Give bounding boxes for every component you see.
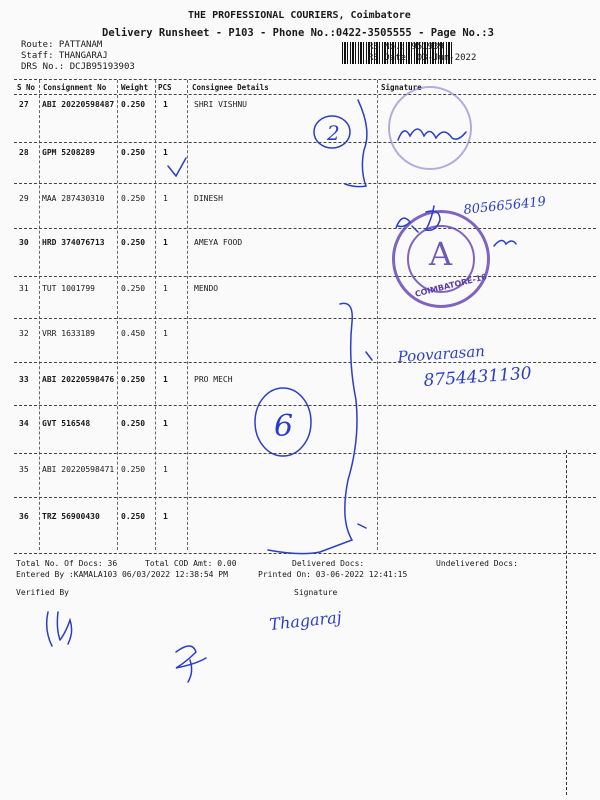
total-docs: Total No. Of Docs: 36 [16, 559, 118, 568]
signature-30 [396, 206, 440, 232]
verified-by: Verified By [16, 588, 69, 597]
bracket-stroke [345, 100, 367, 187]
row-consignee: MENDO [194, 284, 219, 293]
row-consignment: HRD 374076713 [42, 238, 105, 247]
row-weight: 0.250 [121, 238, 146, 247]
row-consignment: ABI 20220598471 [42, 465, 115, 474]
second-scribble [176, 646, 206, 682]
row-weight: 0.250 [121, 194, 146, 203]
staff-label: Staff: THANGARAJ [21, 51, 108, 61]
row-consignee: SHRI VISHNU [194, 100, 247, 109]
scan-edge-line [566, 450, 567, 795]
row-sno: 28 [19, 148, 29, 157]
row-weight: 0.250 [121, 512, 146, 521]
signature-label: Signature [294, 588, 338, 597]
verified-scribble [47, 612, 72, 646]
col-consignment: Consignment No [43, 83, 107, 92]
row-consignee: PRO MECH [194, 375, 233, 384]
entered-by: Entered By :KAMALA103 06/03/2022 12:38:54 PM [16, 570, 228, 579]
signature-27 [398, 129, 466, 140]
col-signature: Signature [381, 83, 422, 92]
col-weight: Weight [121, 83, 149, 92]
row-consignment: TUT 1001799 [42, 284, 95, 293]
row-consignee: DINESH [194, 194, 223, 203]
phone-handwritten-2: 8754431130 [422, 363, 533, 391]
row-sno: 29 [19, 194, 29, 203]
row-weight: 0.250 [121, 100, 146, 109]
total-cod: Total COD Amt: 0.00 [145, 559, 237, 568]
row-consignment: GVT 516548 [42, 419, 91, 428]
drs-label: DRS No.: DCJB95193903 [21, 62, 135, 72]
row-sno: 32 [19, 329, 29, 338]
row-weight: 0.450 [121, 329, 146, 338]
row-weight: 0.250 [121, 419, 146, 428]
row-sno: 30 [19, 238, 29, 247]
circle-2-digit: 2 [327, 121, 340, 145]
printed-on: Printed On: 03-06-2022 12:41:15 [258, 570, 408, 579]
row-weight: 0.250 [121, 148, 146, 157]
row-pcs: 1 [163, 148, 168, 157]
scribble-tail [494, 240, 516, 246]
row-pcs: 1 [163, 419, 168, 428]
row-consignment: TRZ 56900430 [42, 512, 100, 521]
stamp-letter: A [429, 235, 453, 273]
row-sno: 36 [19, 512, 29, 521]
check-mark [168, 158, 186, 176]
runsheet-title: Delivery Runsheet - P103 - Phone No.:0422-3505555 - Page No.:3 [102, 27, 494, 39]
row-weight: 0.250 [121, 284, 146, 293]
stamp-text: COIMBATORE-16 [414, 272, 488, 299]
row-consignment: VRR 1633189 [42, 329, 95, 338]
row-weight: 0.250 [121, 465, 146, 474]
row-sno: 34 [19, 419, 29, 428]
delivered-docs: Delivered Docs: [292, 559, 365, 568]
row-pcs: 1 [163, 512, 168, 521]
tick-mark [366, 352, 372, 360]
row-consignment: ABI 20220598487 [42, 100, 115, 109]
row-pcs: 1 [163, 329, 168, 338]
route-label: Route: PATTANAM [21, 40, 103, 50]
row-consignment: ABI 20220598476 [42, 375, 115, 384]
undelivered-docs: Undelivered Docs: [436, 559, 518, 568]
company-name: THE PROFESSIONAL COURIERS, Coimbatore [188, 10, 411, 21]
row-sno: 33 [19, 375, 29, 384]
col-pcs: PCS [158, 83, 172, 92]
rs-date: RS Date: 03-Jun-2022 [368, 53, 477, 63]
row-pcs: 1 [163, 465, 168, 474]
circle-6-digit: 6 [274, 409, 294, 444]
row-pcs: 1 [163, 375, 168, 384]
tick-mark [358, 524, 366, 528]
row-sno: 31 [19, 284, 29, 293]
col-consignee: Consignee Details [192, 83, 269, 92]
col-sno: S No [17, 83, 36, 92]
rs-no: RS No.: 951939 [368, 42, 444, 52]
row-weight: 0.250 [121, 375, 146, 384]
row-pcs: 1 [163, 100, 168, 109]
row-sno: 35 [19, 465, 29, 474]
name-handwritten-2: Poovarasan [397, 341, 486, 366]
row-pcs: 1 [163, 194, 168, 203]
row-consignment: GPM 5208289 [42, 148, 95, 157]
phone-handwritten-1: 8056656419 [462, 194, 547, 218]
row-consignment: MAA 287430310 [42, 194, 105, 203]
footer-signature: Thagaraj [268, 607, 343, 634]
row-pcs: 1 [163, 284, 168, 293]
row-pcs: 1 [163, 238, 168, 247]
row-consignee: AMEYA FOOD [194, 238, 243, 247]
row-sno: 27 [19, 100, 29, 109]
